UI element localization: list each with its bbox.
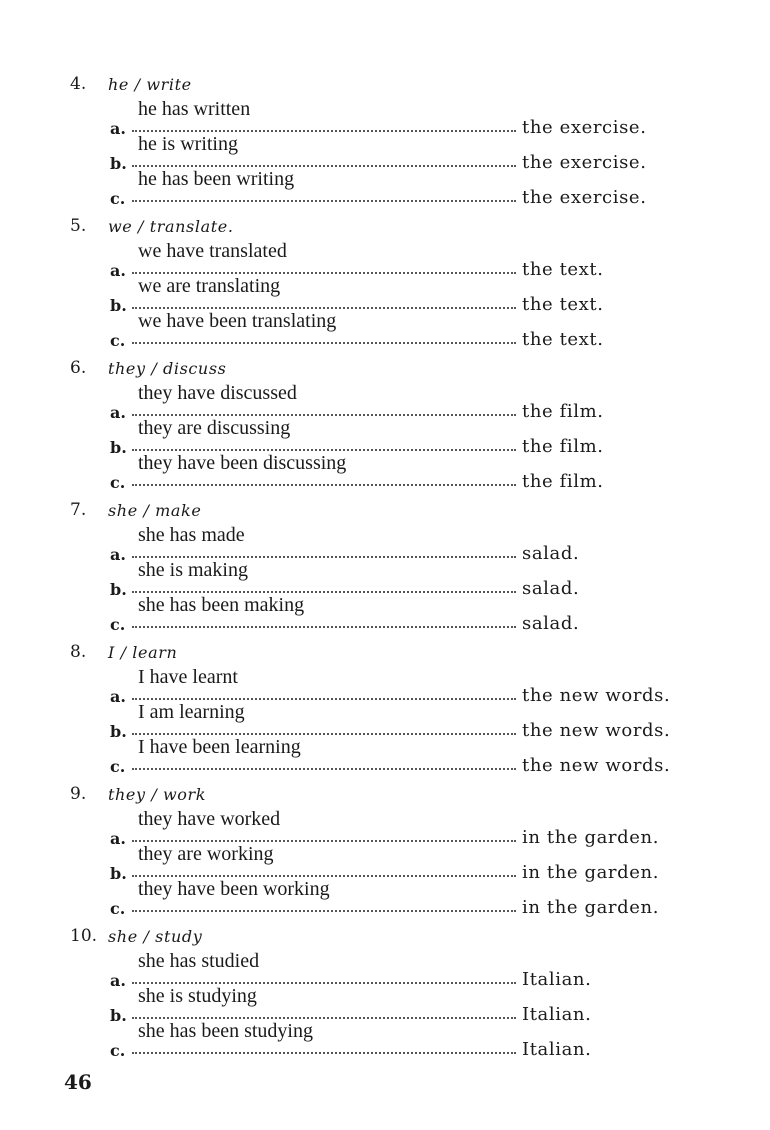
item-letter: c. xyxy=(110,757,126,776)
sentence-ending: the exercise. xyxy=(522,152,647,173)
handwritten-answer: I have learnt xyxy=(138,666,238,688)
sentence-ending: salad. xyxy=(522,613,580,634)
item-letter: a. xyxy=(110,403,126,422)
sentence-ending: the text. xyxy=(522,329,604,350)
item-letter: a. xyxy=(110,119,126,138)
sentence-ending: the film. xyxy=(522,436,604,457)
answer-line-b xyxy=(0,417,770,459)
handwritten-answer: she has been studying xyxy=(138,1020,313,1042)
answer-line-b xyxy=(0,559,770,601)
answer-line-c xyxy=(0,1020,770,1062)
sentence-ending: the film. xyxy=(522,401,604,422)
answer-line-a xyxy=(0,98,770,140)
sentence-ending: the new words. xyxy=(522,755,671,776)
handwritten-answer: he has written xyxy=(138,98,251,120)
handwritten-answer: she is making xyxy=(138,559,248,581)
answer-line-a xyxy=(0,808,770,850)
handwritten-answer: they have been working xyxy=(138,878,330,900)
sentence-ending: the new words. xyxy=(522,685,671,706)
item-letter: a. xyxy=(110,971,126,990)
sentence-ending: Italian. xyxy=(522,1039,592,1060)
answer-line-a xyxy=(0,382,770,424)
sentence-ending: salad. xyxy=(522,578,580,599)
dotted-blank xyxy=(132,414,516,416)
dotted-blank xyxy=(132,484,516,486)
sentence-ending: Italian. xyxy=(522,1004,592,1025)
sentence-ending: the new words. xyxy=(522,720,671,741)
item-letter: c. xyxy=(110,1041,126,1060)
item-letter: a. xyxy=(110,829,126,848)
item-letter: c. xyxy=(110,615,126,634)
exercise-8 xyxy=(0,642,770,784)
exercise-prompt: they / discuss xyxy=(108,359,227,378)
exercise-prompt: I / learn xyxy=(108,643,178,662)
dotted-blank xyxy=(132,130,516,132)
dotted-blank xyxy=(132,698,516,700)
item-letter: b. xyxy=(110,864,127,883)
handwritten-answer: she has studied xyxy=(138,950,260,972)
handwritten-answer: I am learning xyxy=(138,701,245,723)
exercise-number: 8. xyxy=(70,642,87,662)
answer-line-c xyxy=(0,168,770,210)
answer-line-c xyxy=(0,878,770,920)
item-letter: c. xyxy=(110,189,126,208)
handwritten-answer: he has been writing xyxy=(138,168,295,190)
sentence-ending: the film. xyxy=(522,471,604,492)
item-letter: b. xyxy=(110,296,127,315)
answer-line-b xyxy=(0,701,770,743)
exercise-prompt: we / translate. xyxy=(108,217,234,236)
answer-line-a xyxy=(0,524,770,566)
handwritten-answer: she has made xyxy=(138,524,245,546)
item-letter: c. xyxy=(110,331,126,350)
handwritten-answer: we have been translating xyxy=(138,310,337,332)
item-letter: a. xyxy=(110,261,126,280)
exercise-5 xyxy=(0,216,770,358)
exercise-prompt: she / make xyxy=(108,501,202,520)
dotted-blank xyxy=(132,768,516,770)
answer-line-a xyxy=(0,666,770,708)
item-letter: b. xyxy=(110,438,127,457)
dotted-blank xyxy=(132,982,516,984)
dotted-blank xyxy=(132,910,516,912)
exercise-number: 4. xyxy=(70,74,87,94)
answer-line-b xyxy=(0,843,770,885)
sentence-ending: the text. xyxy=(522,259,604,280)
exercise-number: 9. xyxy=(70,784,87,804)
handwritten-answer: she is studying xyxy=(138,985,257,1007)
dotted-blank xyxy=(132,1017,516,1019)
exercise-9 xyxy=(0,784,770,926)
exercise-prompt: he / write xyxy=(108,75,192,94)
item-letter: b. xyxy=(110,580,127,599)
handwritten-answer: they are working xyxy=(138,843,274,865)
exercise-6 xyxy=(0,358,770,500)
exercise-number: 10. xyxy=(70,926,98,946)
exercise-prompt: she / study xyxy=(108,927,203,946)
handwritten-answer: they are discussing xyxy=(138,417,291,439)
exercise-7 xyxy=(0,500,770,642)
exercise-number: 5. xyxy=(70,216,87,236)
exercise-prompt: they / work xyxy=(108,785,207,804)
item-letter: b. xyxy=(110,1006,127,1025)
dotted-blank xyxy=(132,449,516,451)
handwritten-answer: they have worked xyxy=(138,808,281,830)
exercise-number: 7. xyxy=(70,500,87,520)
sentence-ending: in the garden. xyxy=(522,897,660,918)
answer-line-c xyxy=(0,594,770,636)
item-letter: b. xyxy=(110,722,127,741)
dotted-blank xyxy=(132,591,516,593)
dotted-blank xyxy=(132,556,516,558)
answer-line-b xyxy=(0,275,770,317)
sentence-ending: the exercise. xyxy=(522,187,647,208)
handwritten-answer: he is writing xyxy=(138,133,238,155)
dotted-blank xyxy=(132,272,516,274)
page-number: 46 xyxy=(64,1070,92,1094)
dotted-blank xyxy=(132,875,516,877)
answer-line-c xyxy=(0,736,770,778)
answer-line-b xyxy=(0,985,770,1027)
answer-line-c xyxy=(0,310,770,352)
dotted-blank xyxy=(132,733,516,735)
sentence-ending: the exercise. xyxy=(522,117,647,138)
handwritten-answer: we have translated xyxy=(138,240,287,262)
dotted-blank xyxy=(132,1052,516,1054)
item-letter: a. xyxy=(110,545,126,564)
item-letter: a. xyxy=(110,687,126,706)
sentence-ending: in the garden. xyxy=(522,862,660,883)
exercise-4 xyxy=(0,74,770,216)
handwritten-answer: I have been learning xyxy=(138,736,301,758)
dotted-blank xyxy=(132,307,516,309)
dotted-blank xyxy=(132,342,516,344)
handwritten-answer: we are translating xyxy=(138,275,281,297)
handwritten-answer: she has been making xyxy=(138,594,305,616)
sentence-ending: salad. xyxy=(522,543,580,564)
handwritten-answer: they have discussed xyxy=(138,382,297,404)
answer-line-b xyxy=(0,133,770,175)
exercise-10 xyxy=(0,926,770,1068)
sentence-ending: the text. xyxy=(522,294,604,315)
item-letter: c. xyxy=(110,899,126,918)
answer-line-a xyxy=(0,240,770,282)
sentence-ending: in the garden. xyxy=(522,827,660,848)
sentence-ending: Italian. xyxy=(522,969,592,990)
dotted-blank xyxy=(132,626,516,628)
dotted-blank xyxy=(132,840,516,842)
answer-line-a xyxy=(0,950,770,992)
handwritten-answer: they have been discussing xyxy=(138,452,347,474)
item-letter: b. xyxy=(110,154,127,173)
exercise-number: 6. xyxy=(70,358,87,378)
answer-line-c xyxy=(0,452,770,494)
dotted-blank xyxy=(132,165,516,167)
item-letter: c. xyxy=(110,473,126,492)
dotted-blank xyxy=(132,200,516,202)
